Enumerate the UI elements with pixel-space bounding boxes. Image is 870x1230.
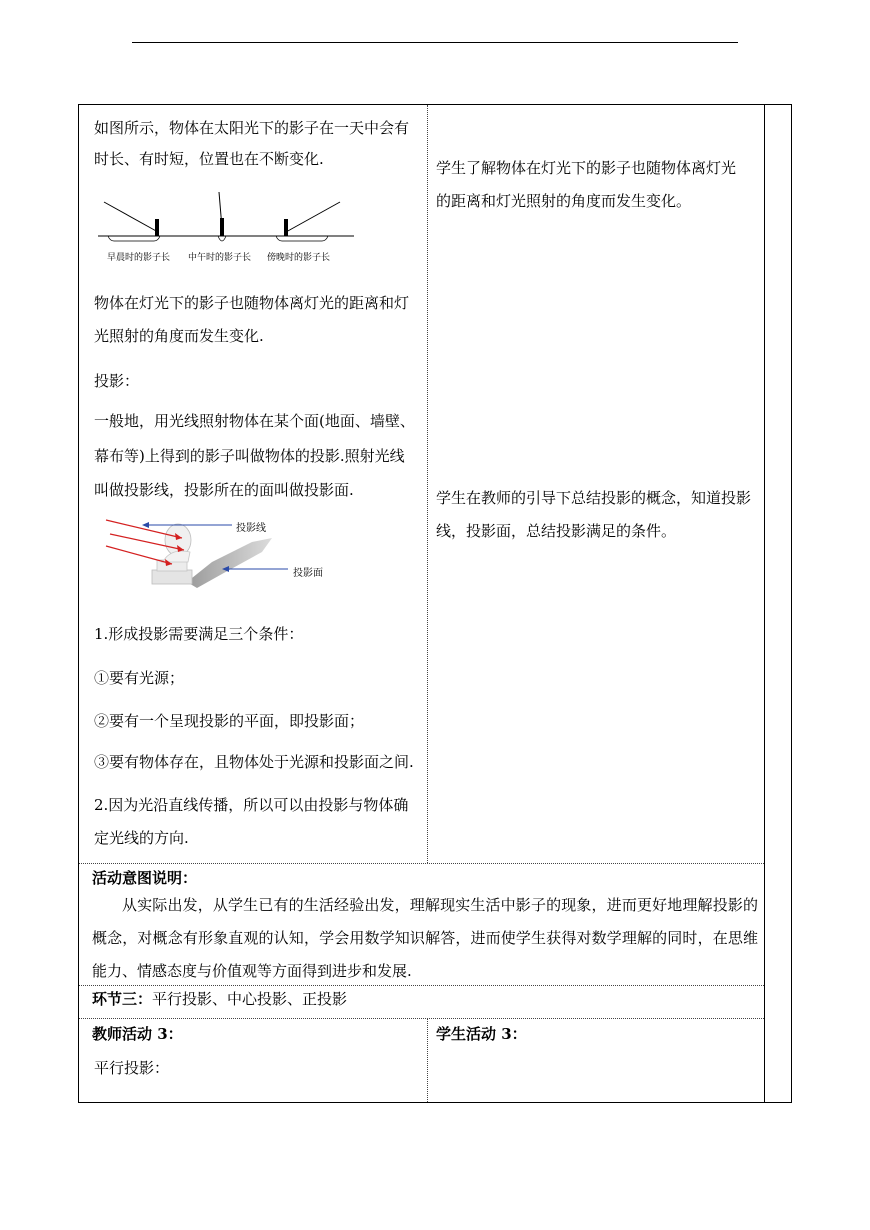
- right-p1-line2: 的距离和灯光照射的角度而发生变化。: [436, 192, 692, 210]
- header-rule: [132, 42, 738, 43]
- caption-evening: 傍晚时的影子长: [267, 253, 331, 263]
- left-p4-line1: 2.因为光沿直线传播，所以可以由投影与物体确: [94, 796, 409, 814]
- caption-noon: 中午时的影子长: [188, 253, 252, 263]
- left-p4-line2: 定光线的方向.: [94, 829, 189, 847]
- left-p3-line1: 一般地，用光线照射物体在某个面(地面、墙壁、: [94, 412, 415, 430]
- student-activity-3-title: 学生活动 3：: [436, 1025, 527, 1043]
- left-p1-line2: 时长、有时短，位置也在不断变化.: [94, 150, 324, 168]
- section3-heading: [92, 984, 347, 1014]
- projection-figure: [102, 512, 332, 592]
- condition-3: ③要有物体存在，且物体处于光源和投影面之间.: [94, 753, 414, 771]
- left-p2-line1: 物体在灯光下的影子也随物体离灯光的距离和灯: [94, 294, 410, 312]
- right-p2-line2: 线，投影面，总结投影满足的条件。: [436, 522, 677, 540]
- label-projection-plane: 投影面: [293, 568, 323, 579]
- conditions-title: 1.形成投影需要满足三个条件：: [94, 625, 304, 643]
- teacher-activity-3-title: 教师活动 3：: [92, 1025, 183, 1043]
- middle-column-line-top: [427, 105, 428, 863]
- section3-label: 环节三：: [92, 990, 153, 1008]
- intent-title: 活动意图说明：: [92, 869, 198, 887]
- left-p3-line3: 叫做投影线，投影所在的面叫做投影面.: [94, 481, 354, 499]
- right-margin-column-line: [764, 104, 765, 1103]
- section3-title: 平行投影、中心投影、正投影: [152, 990, 348, 1008]
- sun-shadow-figure: [96, 188, 358, 250]
- projection-title: 投影：: [94, 372, 140, 390]
- label-projection-line: 投影线: [236, 523, 266, 534]
- condition-1: ①要有光源；: [94, 669, 185, 687]
- teacher-activity-3-line1: 平行投影：: [94, 1059, 170, 1077]
- condition-2: ②要有一个呈现投影的平面，即投影面；: [94, 712, 365, 730]
- caption-morning: 早晨时的影子长: [107, 253, 171, 263]
- intent-body: 从实际出发，从学生已有的生活经验出发，理解现实生活中影子的现象，进而更好地理解投影的概念，对概念有形象直观的认知，学会用数学知识解答，进而使学生获得对数学理解的同时，在思维能力、情感态度与价值观等方面得到进步和发展.: [92, 896, 758, 980]
- left-p2-line2: 光照射的角度而发生变化.: [94, 327, 264, 345]
- right-p1-line1: 学生了解物体在灯光下的影子也随物体离灯光: [436, 159, 737, 177]
- left-p3-line2: 幕布等)上得到的影子叫做物体的投影.照射光线: [94, 447, 405, 465]
- right-p2-line1: 学生在教师的引导下总结投影的概念，知道投影: [436, 489, 752, 507]
- middle-column-line-bottom: [427, 1019, 428, 1102]
- left-p1-line1: 如图所示，物体在太阳光下的影子在一天中会有: [94, 119, 410, 137]
